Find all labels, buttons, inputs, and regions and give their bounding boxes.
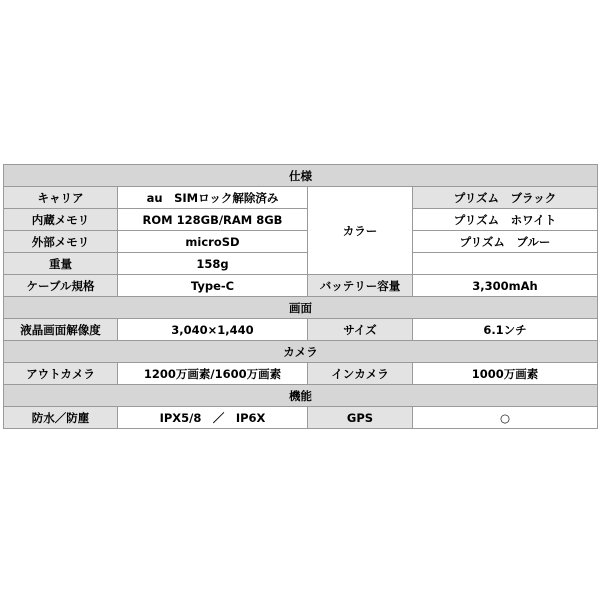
section-row-spec	[4, 165, 598, 187]
resolution-value: 3,040×1,440	[118, 319, 308, 341]
out-camera-value: 1200万画素/1600万画素	[118, 363, 308, 385]
weight-label: 重量	[4, 253, 118, 275]
table-row	[4, 209, 598, 231]
table-row	[4, 253, 598, 275]
battery-value: 3,300mAh	[413, 275, 598, 297]
table-row	[4, 275, 598, 297]
size-label: サイズ	[308, 319, 413, 341]
color-value-3: プリズム ブルー	[413, 231, 598, 253]
waterproof-label: 防水／防塵	[4, 407, 118, 429]
table-row	[4, 319, 598, 341]
battery-label: バッテリー容量	[308, 275, 413, 297]
section-header-spec: 仕様	[4, 165, 598, 187]
external-memory-label: 外部メモリ	[4, 231, 118, 253]
table-row	[4, 363, 598, 385]
waterproof-value: IPX5/8 ／ IP6X	[118, 407, 308, 429]
table-row	[4, 231, 598, 253]
section-row-features	[4, 385, 598, 407]
in-camera-value: 1000万画素	[413, 363, 598, 385]
table-row	[4, 407, 598, 429]
section-row-camera	[4, 341, 598, 363]
cable-label: ケーブル規格	[4, 275, 118, 297]
spec-table	[3, 164, 598, 429]
table-row	[4, 187, 598, 209]
section-header-screen: 画面	[4, 297, 598, 319]
cable-value: Type-C	[118, 275, 308, 297]
section-row-screen	[4, 297, 598, 319]
color-value-2: プリズム ホワイト	[413, 209, 598, 231]
color-value-1: プリズム ブラック	[413, 187, 598, 209]
internal-memory-label: 内蔵メモリ	[4, 209, 118, 231]
color-value-4	[413, 253, 598, 275]
section-header-camera: カメラ	[4, 341, 598, 363]
carrier-value: au SIMロック解除済み	[118, 187, 308, 209]
weight-value: 158g	[118, 253, 308, 275]
size-value: 6.1ンチ	[413, 319, 598, 341]
color-label: カラー	[308, 187, 413, 275]
resolution-label: 液晶画面解像度	[4, 319, 118, 341]
external-memory-value: microSD	[118, 231, 308, 253]
section-header-features: 機能	[4, 385, 598, 407]
out-camera-label: アウトカメラ	[4, 363, 118, 385]
gps-label: GPS	[308, 407, 413, 429]
carrier-label: キャリア	[4, 187, 118, 209]
in-camera-label: インカメラ	[308, 363, 413, 385]
internal-memory-value: ROM 128GB/RAM 8GB	[118, 209, 308, 231]
gps-value: ○	[413, 407, 598, 429]
